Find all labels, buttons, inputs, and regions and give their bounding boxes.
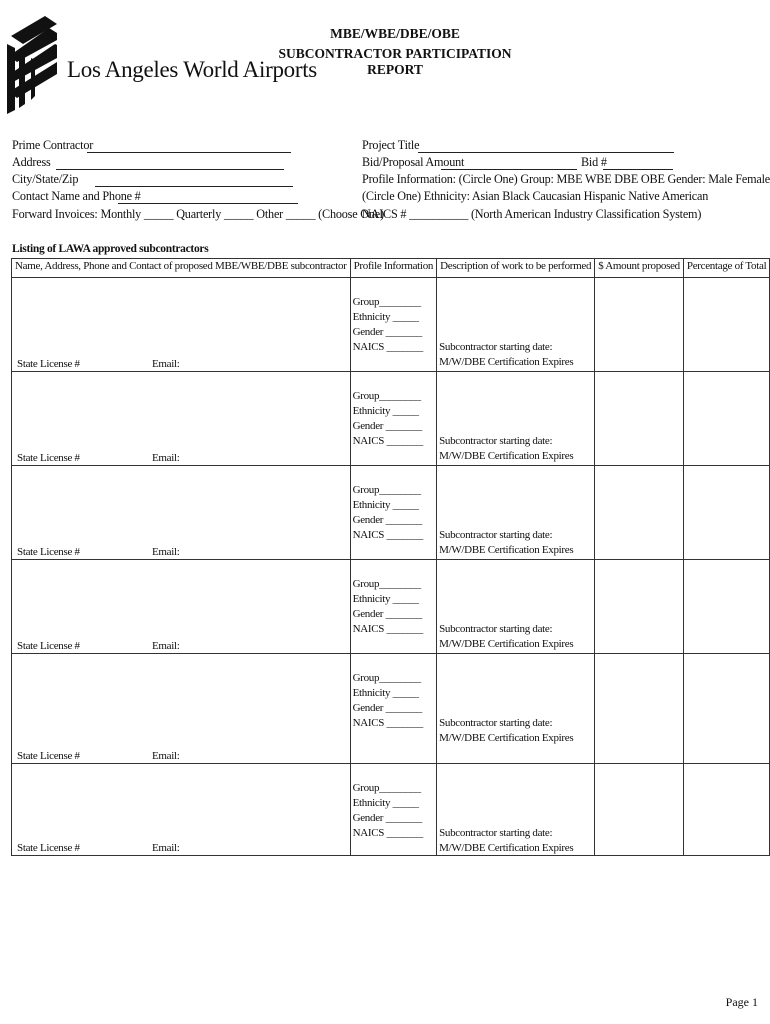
gender-label: Gender _______ <box>352 608 422 620</box>
amount-cell[interactable] <box>595 466 684 560</box>
ethnicity-field-label: Ethnicity _____ <box>352 687 419 699</box>
ethnicity-field-label: Ethnicity _____ <box>352 797 419 809</box>
cert-expires-label: M/W/DBE Certification Expires <box>439 356 574 368</box>
gender-label: Gender _______ <box>352 420 422 432</box>
cert-expires-label: M/W/DBE Certification Expires <box>439 732 574 744</box>
percentage-cell[interactable] <box>683 654 769 764</box>
percentage-cell[interactable] <box>683 560 769 654</box>
address-field[interactable] <box>56 169 284 170</box>
naics-label: NAICS # __________ (North American Industry Classification System) <box>362 207 702 221</box>
description-cell[interactable] <box>437 372 595 466</box>
description-cell[interactable] <box>437 654 595 764</box>
subcontractor-name-cell[interactable] <box>12 764 351 856</box>
ethnicity-field-label: Ethnicity _____ <box>352 593 419 605</box>
subcontractor-name-cell[interactable] <box>12 560 351 654</box>
naics-field-label: NAICS _______ <box>352 623 423 635</box>
subcontractor-table <box>11 258 770 856</box>
city-state-zip-field[interactable] <box>95 186 293 187</box>
email-label: Email: <box>152 750 180 762</box>
table-row <box>12 764 770 856</box>
group-label: Group________ <box>352 578 421 590</box>
prime-contractor-label: Prime Contractor <box>12 138 94 152</box>
report-title-line1: MBE/WBE/DBE/OBE <box>330 26 460 41</box>
naics-field-label: NAICS _______ <box>352 529 423 541</box>
amount-cell[interactable] <box>595 372 684 466</box>
state-license-label: State License # <box>17 640 80 652</box>
naics-field-label: NAICS _______ <box>352 341 423 353</box>
bid-amount-label: Bid/Proposal Amount <box>362 155 465 169</box>
table-row <box>12 560 770 654</box>
profile-cell[interactable] <box>350 764 437 856</box>
bid-number-label: Bid # <box>581 155 607 169</box>
table-header-row <box>12 259 770 278</box>
description-cell[interactable] <box>437 764 595 856</box>
description-cell[interactable] <box>437 278 595 372</box>
city-state-zip-label: City/State/Zip <box>12 172 79 186</box>
amount-cell[interactable] <box>595 764 684 856</box>
contact-phone-label: Contact Name and Phone # <box>12 189 141 203</box>
ethnicity-label: (Circle One) Ethnicity: Asian Black Caucasian Hispanic Native American <box>362 189 709 203</box>
email-label: Email: <box>152 358 180 370</box>
col-header-amount: $ Amount proposed <box>595 259 684 278</box>
table-row <box>12 278 770 372</box>
email-label: Email: <box>152 452 180 464</box>
address-label: Address <box>12 155 51 169</box>
group-label: Group________ <box>352 390 421 402</box>
org-name: Los Angeles World Airports <box>67 57 317 82</box>
lawa-logo-icon <box>5 14 60 114</box>
amount-cell[interactable] <box>595 560 684 654</box>
profile-cell[interactable] <box>350 372 437 466</box>
cert-expires-label: M/W/DBE Certification Expires <box>439 544 574 556</box>
start-date-label: Subcontractor starting date: <box>439 529 553 541</box>
profile-cell[interactable] <box>350 560 437 654</box>
forward-invoices-label: Forward Invoices: Monthly _____ Quarterly _____ Other _____ (Choose One) <box>12 207 384 221</box>
subcontractor-name-cell[interactable] <box>12 278 351 372</box>
subcontractor-name-cell[interactable] <box>12 466 351 560</box>
start-date-label: Subcontractor starting date: <box>439 623 553 635</box>
contact-phone-field[interactable] <box>118 203 298 204</box>
percentage-cell[interactable] <box>683 466 769 560</box>
ethnicity-field-label: Ethnicity _____ <box>352 405 419 417</box>
amount-cell[interactable] <box>595 654 684 764</box>
profile-cell[interactable] <box>350 466 437 560</box>
start-date-label: Subcontractor starting date: <box>439 827 553 839</box>
naics-field-label: NAICS _______ <box>352 717 423 729</box>
naics-field-label: NAICS _______ <box>352 435 423 447</box>
gender-label: Gender _______ <box>352 514 422 526</box>
ethnicity-field-label: Ethnicity _____ <box>352 499 419 511</box>
profile-info-label: Profile Information: (Circle One) Group: MBE WBE DBE OBE Gender: Male Female <box>362 172 770 186</box>
bid-amount-field[interactable] <box>441 169 577 170</box>
profile-cell[interactable] <box>350 654 437 764</box>
group-label: Group________ <box>352 484 421 496</box>
page-number: Page 1 <box>725 995 758 1009</box>
state-license-label: State License # <box>17 546 80 558</box>
description-cell[interactable] <box>437 466 595 560</box>
col-header-percentage: Percentage of Total <box>683 259 769 278</box>
state-license-label: State License # <box>17 750 80 762</box>
subcontractor-name-cell[interactable] <box>12 654 351 764</box>
ethnicity-field-label: Ethnicity _____ <box>352 311 419 323</box>
group-label: Group________ <box>352 672 421 684</box>
start-date-label: Subcontractor starting date: <box>439 717 553 729</box>
bid-number-field[interactable] <box>603 169 673 170</box>
col-header-description: Description of work to be performed <box>437 259 595 278</box>
percentage-cell[interactable] <box>683 764 769 856</box>
gender-label: Gender _______ <box>352 812 422 824</box>
prime-contractor-field[interactable] <box>87 152 291 153</box>
col-header-name: Name, Address, Phone and Contact of proposed MBE/WBE/DBE subcontractor <box>12 259 351 278</box>
report-title-line2: SUBCONTRACTOR PARTICIPATION REPORT <box>278 46 512 77</box>
table-row <box>12 372 770 466</box>
email-label: Email: <box>152 640 180 652</box>
listing-title: Listing of LAWA approved subcontractors <box>12 243 209 255</box>
group-label: Group________ <box>352 782 421 794</box>
cert-expires-label: M/W/DBE Certification Expires <box>439 842 574 854</box>
start-date-label: Subcontractor starting date: <box>439 341 553 353</box>
email-label: Email: <box>152 546 180 558</box>
naics-field-label: NAICS _______ <box>352 827 423 839</box>
col-header-profile: Profile Information <box>350 259 437 278</box>
table-row <box>12 654 770 764</box>
percentage-cell[interactable] <box>683 372 769 466</box>
description-cell[interactable] <box>437 560 595 654</box>
table-row <box>12 466 770 560</box>
percentage-cell[interactable] <box>683 278 769 372</box>
project-title-field[interactable] <box>418 152 674 153</box>
state-license-label: State License # <box>17 358 80 370</box>
gender-label: Gender _______ <box>352 326 422 338</box>
state-license-label: State License # <box>17 842 80 854</box>
project-title-label: Project Title <box>362 138 420 152</box>
email-label: Email: <box>152 842 180 854</box>
amount-cell[interactable] <box>595 278 684 372</box>
state-license-label: State License # <box>17 452 80 464</box>
cert-expires-label: M/W/DBE Certification Expires <box>439 638 574 650</box>
subcontractor-name-cell[interactable] <box>12 372 351 466</box>
cert-expires-label: M/W/DBE Certification Expires <box>439 450 574 462</box>
start-date-label: Subcontractor starting date: <box>439 435 553 447</box>
profile-cell[interactable] <box>350 278 437 372</box>
gender-label: Gender _______ <box>352 702 422 714</box>
group-label: Group________ <box>352 296 421 308</box>
